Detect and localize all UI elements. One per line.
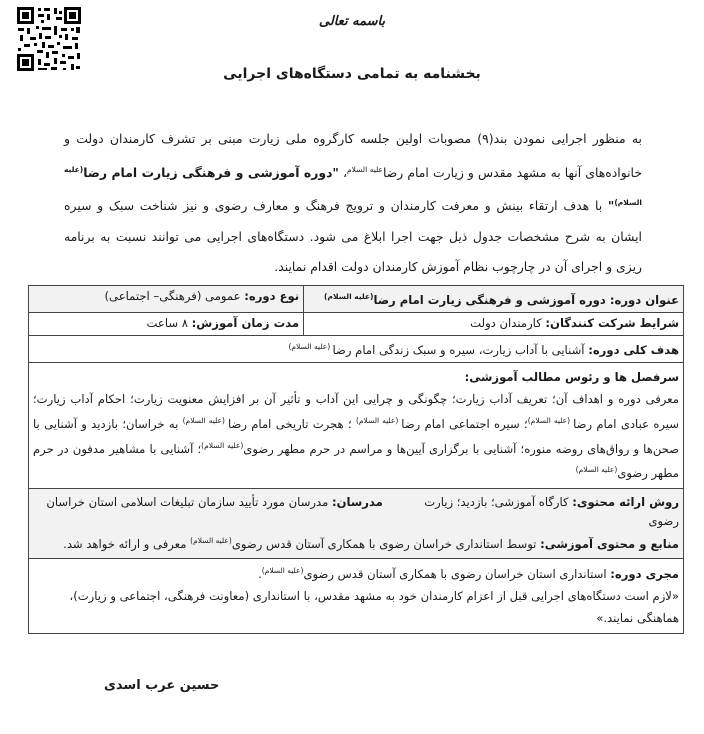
duration-cell [29,312,304,335]
teachers-label: مدرسان: [332,495,383,510]
intro-text-1: به منظور اجرایی نمودن بند(۹) مصوبات اولین جلسه کارگروه ملی زیارت مبنی بر تشرف کارمندان دولت و خانواده‌های آنها به مشهد مقدس و زیارت امام رضا [64,131,642,180]
sources-line: منابع و محتوی آموزشی: توسط استانداری خراسان رضوی با همکاری آستان قدس رضوی$^{(علیه السلام)}$ معرفی و ارائه خواهد شد. [63,536,679,552]
method-sources-cell [29,489,684,559]
goal-label: هدف کلی دوره: [588,342,679,357]
duration-value: ۸ ساعت [146,315,192,330]
intro-text-2: ، [338,164,347,180]
goal-cell: هدف کلی دوره: آشنایی با آداب زیارت، سیره و سبک زندگی امام رضا $^{(علیه السلام)}$ [29,335,684,362]
method-value: کارگاه آموزشی؛ بازدید؛ زیارت [424,495,573,510]
executor-label: مجری دوره: [610,567,679,582]
teachers-value: مدرسان مورد تأیید سازمان تبلیغات اسلامی استان خراسان رضوی [46,495,679,529]
basmala-heading: باسمه تعالی [318,14,386,29]
goal-value: آشنایی با آداب زیارت، سیره و سبک زندگی امام رضا [332,342,589,357]
participants-cell [304,312,684,335]
sources-value: توسط استانداری خراسان رضوی با همکاری آستان قدس رضوی [231,537,541,552]
course-title-label: عنوان دوره: [609,292,679,307]
document-title: بخشنامه به تمامی دستگاه‌های اجرایی [223,66,481,82]
participants-value: کارمندان دولت [470,315,546,330]
executor-note: «لازم است دستگاه‌های اجرایی قبل از اعزام کارمندان خود به مشهد مقدس، با استانداری (معاونت فرهنگی، اجتماعی و زیارت)، هماهنگی نمایند.» [69,589,679,626]
topics-text: معرفی دوره و اهداف آن؛ تعریف آداب زیارت؛ چگونگی و چرایی این آداب و تأثیر آن بر افزایش معنویت زیارت؛ احکام آداب زیارت؛ سیره عبادی امام رضا $^{(علیه السلام)}$؛ سیره اجتماعی امام رضا $^{(علیه السلام)}$ ؛ هجرت تاریخی امام رضا $^{(علیه السلام)}$ به خراسان؛ بازدید و آشنایی با صحن‌ها و رواق‌های روضه منوره؛ آشنایی با برگزاری آیین‌ها و مراسم در حرم مطهر رضوی$^{(علیه السلام)}$؛ آشنایی با مشاهیر مدفون در حرم مطهر رضوی$^{(علیه السلام)}$ [33,391,680,481]
topics-cell [29,362,684,489]
topics-label: سرفصل ها و رئوس مطالب آموزشی: [464,369,679,384]
course-title-value: دوره آموزشی و فرهنگی زیارت امام رضا [373,292,610,307]
intro-text-3: با هدف ارتقاء بینش و معرفت کارمندان و ترویج فرهنگ و معارف رضوی و نیز شناخت سبک و سیره ایشان به شرح مشخصات جدول ذیل جهت اجرا ابلاغ می شود. دستگاه‌های اجرایی می توانند نسبت به برنامه ریزی و اجرای آن در چارچوب نظام آموزش کارمندان دولت اقدام نمایند. [64,198,642,275]
course-type-cell [29,286,304,313]
course-type-label: نوع دوره: [244,289,300,303]
course-title-cell: عنوان دوره: دوره آموزشی و فرهنگی زیارت امام رضا$^{(علیه السلام)}$ [304,286,684,313]
course-name-emphasis: "دوره آموزشی و فرهنگی زیارت امام رضا$^{(علیه السلام)}$" [64,164,642,214]
method-teachers-line [33,493,679,531]
course-type-value: عمومی (فرهنگی– اجتماعی) [104,289,245,303]
signature-name: حسین عرب اسدی [104,678,220,693]
method-label: روش ارائه محتوی: [572,495,679,510]
executor-cell: مجری دوره: استانداری استان خراسان رضوی با همکاری آستان قدس رضوی$^{(علیه السلام)}$. «لازم است دستگاه‌های اجرایی قبل از اعزام کارمندان خود به مشهد مقدس، با استانداری (معاونت فرهنگی، اجتماعی و زیارت)، هماهنگی نمایند.» [29,559,684,634]
duration-label: مدت زمان آموزش: [191,315,300,330]
participants-label: شرایط شرکت کنندگان: [545,315,679,330]
sources-label: منابع و محتوی آموزشی: [540,537,679,552]
intro-sup-1: علیه السلام [346,164,383,174]
course-spec-table [28,285,684,634]
executor-value: استانداری استان خراسان رضوی با همکاری آستان قدس رضوی [303,567,611,582]
intro-paragraph [64,124,642,283]
